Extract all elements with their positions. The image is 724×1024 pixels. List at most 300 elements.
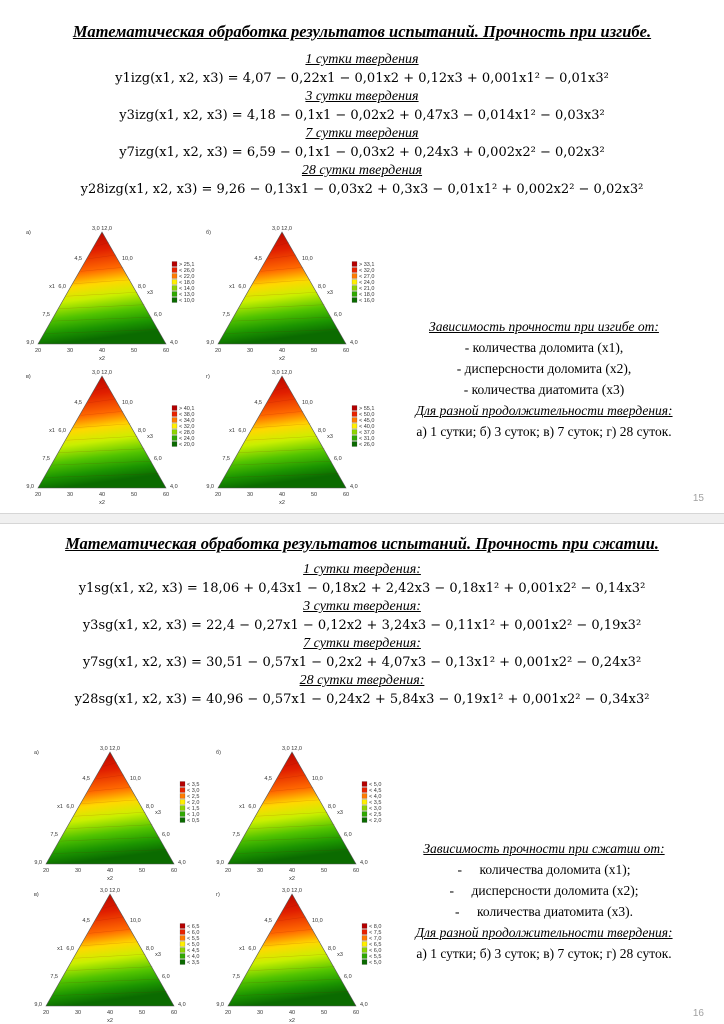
legend-label: < 40,0 (359, 424, 375, 430)
axis-tick-right: 8,0 (328, 946, 336, 952)
legend-swatch (172, 298, 177, 303)
axis-tick-bottom: 40 (98, 348, 106, 354)
caption (384, 316, 704, 442)
axis-tick-bottom: 20 (214, 492, 222, 498)
axis-label-x2: x2 (99, 500, 105, 506)
ternary-svg (212, 884, 382, 1024)
axis-tick-right: 4,0 (360, 860, 368, 866)
caption (384, 838, 704, 964)
axis-tick-left: 4,5 (82, 918, 90, 924)
axis-tick-right: 6,0 (344, 832, 352, 838)
legend-swatch (362, 954, 367, 959)
axis-tick-bottom: 30 (66, 348, 74, 354)
legend-swatch (352, 442, 357, 447)
axis-tick-top: 3,0 12,0 (282, 746, 302, 752)
legend-label: < 2,0 (187, 800, 200, 806)
caption-note: а) 1 сутки; б) 3 суток; в) 7 суток; г) 28 суток. (416, 424, 672, 439)
equation: y1izg(x1, x2, x3) = 4,07 − 0,22x1 − 0,01x2 + 0,12x3 + 0,001x1² − 0,01x3² (115, 71, 609, 86)
axis-tick-left: 6,0 (238, 428, 246, 434)
axis-tick-right: 4,0 (360, 1002, 368, 1008)
axis-label-x3: x3 (155, 952, 161, 958)
axis-label-x3: x3 (155, 810, 161, 816)
legend-swatch (180, 806, 185, 811)
axis-tick-bottom: 50 (320, 1010, 328, 1016)
axis-tick-bottom: 60 (352, 1010, 360, 1016)
legend-label: > 40,1 (179, 406, 195, 412)
caption-item: - количества диатомита (x3) (463, 382, 625, 397)
panel-letter: в) (26, 374, 31, 380)
legend-swatch (180, 942, 185, 947)
axis-label-x1: x1 (239, 804, 245, 810)
legend-label: < 3,5 (187, 960, 200, 966)
legend-swatch (172, 430, 177, 435)
legend-swatch (362, 960, 367, 965)
legend-swatch (362, 788, 367, 793)
axis-tick-top: 3,0 12,0 (272, 370, 292, 376)
legend-swatch (172, 436, 177, 441)
legend-label: < 6,5 (369, 942, 382, 948)
ternary-svg (30, 742, 200, 882)
axis-tick-right: 4,0 (350, 484, 358, 490)
legend-swatch (362, 806, 367, 811)
ternary-svg (202, 222, 375, 362)
axis-label-x1: x1 (239, 946, 245, 952)
legend-swatch (172, 418, 177, 423)
ternary-plot-b (212, 742, 382, 882)
axis-tick-left: 4,5 (254, 400, 262, 406)
legend-swatch (352, 268, 357, 273)
axis-tick-right: 10,0 (302, 400, 313, 406)
axis-tick-bottom: 20 (34, 492, 42, 498)
axis-tick-bottom: 60 (342, 348, 350, 354)
legend-label: < 32,0 (179, 424, 195, 430)
axis-tick-bottom: 30 (74, 868, 82, 874)
axis-label-x1: x1 (49, 428, 55, 434)
axis-tick-bottom: 30 (256, 1010, 264, 1016)
legend-label: < 7,0 (369, 936, 382, 942)
legend-label: < 2,5 (187, 794, 200, 800)
legend-swatch (352, 418, 357, 423)
axis-tick-bottom: 40 (278, 348, 286, 354)
legend-label: < 18,0 (179, 280, 195, 286)
axis-label-x3: x3 (327, 290, 333, 296)
ternary-plot-c (30, 884, 200, 1024)
legend-swatch (352, 436, 357, 441)
slide-compression (0, 522, 724, 1024)
axis-label-x1: x1 (49, 284, 55, 290)
panel-letter: а) (26, 230, 31, 236)
equation-label: 1 сутки твердения: (303, 562, 421, 577)
axis-tick-bottom: 30 (246, 348, 254, 354)
legend-swatch (180, 948, 185, 953)
ternary-svg (212, 742, 382, 882)
legend-swatch (362, 794, 367, 799)
legend-label: < 14,0 (179, 286, 195, 292)
axis-tick-left: 9,0 (34, 860, 42, 866)
axis-tick-right: 6,0 (162, 974, 170, 980)
panel-letter: г) (206, 374, 210, 380)
legend-label: < 20,0 (179, 442, 195, 448)
axis-tick-left: 7,5 (222, 312, 230, 318)
axis-tick-bottom: 30 (246, 492, 254, 498)
axis-tick-left: 9,0 (26, 340, 34, 346)
legend-label: > 55,1 (359, 406, 375, 412)
legend-swatch (352, 286, 357, 291)
axis-label-x2: x2 (107, 1018, 113, 1024)
caption-heading: Зависимость прочности при сжатии от: (423, 841, 665, 856)
axis-tick-bottom: 50 (138, 1010, 146, 1016)
axis-tick-left: 6,0 (248, 946, 256, 952)
legend-label: < 4,0 (187, 954, 200, 960)
caption-item (384, 880, 704, 901)
axis-label-x3: x3 (337, 810, 343, 816)
axis-tick-right: 6,0 (344, 974, 352, 980)
legend-label: < 37,0 (359, 430, 375, 436)
axis-tick-right: 6,0 (154, 312, 162, 318)
axis-tick-left: 4,5 (264, 776, 272, 782)
caption-item-text: количества доломита (x1); (479, 862, 631, 877)
ternary-plot-d (212, 884, 382, 1024)
axis-tick-right: 10,0 (130, 918, 141, 924)
legend-label: < 26,0 (359, 442, 375, 448)
ternary-svg (202, 366, 375, 506)
legend-label: < 31,0 (359, 436, 375, 442)
caption-heading: Зависимость прочности при изгибе от: (429, 319, 659, 334)
legend-label: < 3,5 (369, 800, 382, 806)
bullet: - (455, 904, 460, 919)
legend-swatch (172, 292, 177, 297)
caption-item (384, 901, 704, 922)
axis-label-x1: x1 (57, 946, 63, 952)
axis-tick-top: 3,0 12,0 (100, 888, 120, 894)
legend-swatch (352, 298, 357, 303)
axis-tick-bottom: 50 (320, 868, 328, 874)
legend-swatch (180, 954, 185, 959)
axis-tick-bottom: 60 (170, 868, 178, 874)
axis-tick-bottom: 60 (170, 1010, 178, 1016)
legend-swatch (362, 936, 367, 941)
axis-tick-left: 9,0 (206, 340, 214, 346)
legend-swatch (172, 262, 177, 267)
axis-tick-right: 8,0 (318, 284, 326, 290)
axis-tick-left: 6,0 (58, 284, 66, 290)
legend-swatch (172, 280, 177, 285)
panel-letter: г) (216, 892, 220, 898)
contour-triangle (46, 752, 174, 864)
contour-triangle (218, 376, 346, 488)
axis-tick-top: 3,0 12,0 (92, 226, 112, 232)
axis-tick-left: 4,5 (74, 256, 82, 262)
legend-label: < 32,0 (359, 268, 375, 274)
equation-label: 7 сутки твердения (305, 126, 419, 141)
axis-tick-bottom: 20 (224, 1010, 232, 1016)
caption-item: - количества доломита (x1), (464, 340, 624, 355)
legend-swatch (362, 948, 367, 953)
legend-label: < 1,0 (187, 812, 200, 818)
legend-label: < 21,0 (359, 286, 375, 292)
axis-tick-left: 9,0 (206, 484, 214, 490)
caption-subheading: Для разной продолжительности твердения: (415, 403, 673, 418)
legend-swatch (172, 406, 177, 411)
caption-subheading: Для разной продолжительности твердения: (415, 925, 673, 940)
legend-swatch (172, 274, 177, 279)
legend-label: < 28,0 (179, 430, 195, 436)
axis-label-x1: x1 (229, 428, 235, 434)
axis-tick-bottom: 30 (256, 868, 264, 874)
equation: y28izg(x1, x2, x3) = 9,26 − 0,13x1 − 0,03x2 + 0,3x3 − 0,01x1² + 0,002x2² − 0,02x3² (80, 182, 644, 197)
axis-tick-bottom: 50 (310, 348, 318, 354)
legend-label: < 6,0 (369, 948, 382, 954)
axis-tick-right: 4,0 (350, 340, 358, 346)
axis-label-x3: x3 (147, 434, 153, 440)
axis-tick-right: 4,0 (170, 340, 178, 346)
panel-letter: в) (34, 892, 39, 898)
axis-tick-right: 8,0 (318, 428, 326, 434)
axis-label-x2: x2 (289, 876, 295, 882)
axis-tick-right: 6,0 (334, 312, 342, 318)
contour-triangle (38, 376, 166, 488)
contour-triangle (38, 232, 166, 344)
axis-label-x1: x1 (229, 284, 235, 290)
axis-tick-right: 6,0 (162, 832, 170, 838)
legend-label: < 34,0 (179, 418, 195, 424)
axis-tick-bottom: 40 (106, 1010, 114, 1016)
ternary-plot-c (22, 366, 195, 506)
axis-tick-right: 8,0 (138, 284, 146, 290)
axis-tick-right: 4,0 (178, 860, 186, 866)
legend-label: < 4,0 (369, 794, 382, 800)
slide-title: Математическая обработка результатов испытаний. Прочность при сжатии. (65, 534, 659, 553)
legend-label: < 4,5 (369, 788, 382, 794)
legend-swatch (172, 412, 177, 417)
axis-tick-right: 10,0 (122, 256, 133, 262)
legend-label: < 3,0 (187, 788, 200, 794)
slide-title: Математическая обработка результатов испытаний. Прочность при изгибе. (72, 22, 652, 41)
page-number: 15 (692, 493, 704, 504)
legend-swatch (352, 406, 357, 411)
axis-tick-left: 7,5 (232, 974, 240, 980)
ternary-plot-b (202, 222, 375, 362)
axis-tick-left: 7,5 (50, 832, 58, 838)
legend-swatch (362, 930, 367, 935)
axis-label-x3: x3 (327, 434, 333, 440)
axis-label-x3: x3 (337, 952, 343, 958)
legend-label: < 5,0 (369, 960, 382, 966)
axis-tick-left: 9,0 (216, 1002, 224, 1008)
legend-label: < 5,0 (187, 942, 200, 948)
axis-tick-right: 6,0 (334, 456, 342, 462)
legend-swatch (180, 936, 185, 941)
equation: y7izg(x1, x2, x3) = 6,59 − 0,1x1 − 0,03x2 + 0,24x3 + 0,002x2² − 0,02x3² (119, 145, 605, 160)
axis-tick-right: 8,0 (138, 428, 146, 434)
legend-swatch (352, 274, 357, 279)
equation: y28sg(x1, x2, x3) = 40,96 − 0,57x1 − 0,24x2 + 5,84x3 − 0,19x1² + 0,001x2² − 0,34x3² (74, 692, 650, 707)
contour-triangle (46, 894, 174, 1006)
legend-swatch (180, 930, 185, 935)
axis-tick-right: 10,0 (130, 776, 141, 782)
axis-tick-bottom: 50 (138, 868, 146, 874)
legend-swatch (180, 812, 185, 817)
axis-tick-bottom: 40 (288, 1010, 296, 1016)
legend-swatch (362, 818, 367, 823)
axis-tick-bottom: 20 (42, 1010, 50, 1016)
legend-swatch (180, 924, 185, 929)
ternary-plot-a (22, 222, 195, 362)
axis-tick-bottom: 60 (162, 348, 170, 354)
legend-swatch (180, 788, 185, 793)
axis-tick-right: 6,0 (154, 456, 162, 462)
legend-label: < 16,0 (359, 298, 375, 304)
legend-swatch (352, 430, 357, 435)
legend-label: < 3,0 (369, 806, 382, 812)
equation-label: 7 сутки твердения: (303, 636, 421, 651)
axis-label-x2: x2 (107, 876, 113, 882)
legend-label: < 1,5 (187, 806, 200, 812)
axis-tick-left: 6,0 (248, 804, 256, 810)
legend-label: < 26,0 (179, 268, 195, 274)
legend-label: < 18,0 (359, 292, 375, 298)
axis-tick-left: 4,5 (82, 776, 90, 782)
axis-tick-left: 7,5 (232, 832, 240, 838)
axis-tick-right: 10,0 (122, 400, 133, 406)
axis-tick-bottom: 20 (214, 348, 222, 354)
axis-label-x2: x2 (289, 1018, 295, 1024)
legend-swatch (172, 424, 177, 429)
axis-tick-left: 6,0 (66, 804, 74, 810)
page-number: 16 (692, 1008, 704, 1019)
axis-tick-bottom: 40 (98, 492, 106, 498)
equation: y7sg(x1, x2, x3) = 30,51 − 0,57x1 − 0,2x2 + 4,07x3 − 0,13x1² + 0,001x2² − 0,24x3² (82, 655, 642, 670)
axis-tick-bottom: 40 (288, 868, 296, 874)
legend-label: < 24,0 (179, 436, 195, 442)
legend-label: < 10,0 (179, 298, 195, 304)
axis-tick-right: 4,0 (170, 484, 178, 490)
axis-tick-left: 7,5 (222, 456, 230, 462)
axis-label-x2: x2 (279, 356, 285, 362)
axis-tick-left: 4,5 (74, 400, 82, 406)
axis-tick-bottom: 50 (130, 492, 138, 498)
legend-swatch (172, 268, 177, 273)
contour-triangle (228, 894, 356, 1006)
axis-tick-right: 4,0 (178, 1002, 186, 1008)
legend-label: > 33,1 (359, 262, 375, 268)
legend-swatch (180, 960, 185, 965)
axis-tick-top: 3,0 12,0 (282, 888, 302, 894)
legend-swatch (180, 782, 185, 787)
axis-tick-bottom: 20 (224, 868, 232, 874)
legend-swatch (352, 262, 357, 267)
legend-swatch (362, 942, 367, 947)
contour-triangle (218, 232, 346, 344)
caption-item (384, 859, 704, 880)
axis-label-x3: x3 (147, 290, 153, 296)
axis-tick-left: 6,0 (58, 428, 66, 434)
axis-tick-bottom: 60 (342, 492, 350, 498)
legend-label: < 2,0 (369, 818, 382, 824)
legend-swatch (352, 412, 357, 417)
ternary-svg (22, 222, 195, 362)
axis-tick-bottom: 30 (66, 492, 74, 498)
bullet: - (449, 883, 455, 898)
legend-label: > 25,1 (179, 262, 195, 268)
legend-label: < 4,5 (187, 948, 200, 954)
legend-label: < 13,0 (179, 292, 195, 298)
legend-swatch (362, 782, 367, 787)
legend-label: < 22,0 (179, 274, 195, 280)
panel-letter: а) (34, 750, 39, 756)
legend-swatch (362, 812, 367, 817)
legend-label: < 27,0 (359, 274, 375, 280)
axis-tick-top: 3,0 12,0 (100, 746, 120, 752)
equation-label: 1 сутки твердения (305, 52, 419, 67)
axis-tick-right: 10,0 (312, 918, 323, 924)
axis-tick-bottom: 30 (74, 1010, 82, 1016)
equation-group (0, 562, 724, 710)
legend-swatch (172, 286, 177, 291)
caption-item-text: количества диатомита (x3). (477, 904, 633, 919)
legend-swatch (352, 424, 357, 429)
axis-tick-right: 8,0 (146, 946, 154, 952)
axis-tick-right: 8,0 (328, 804, 336, 810)
ternary-svg (30, 884, 200, 1024)
axis-tick-bottom: 40 (106, 868, 114, 874)
axis-tick-right: 10,0 (302, 256, 313, 262)
axis-tick-left: 6,0 (238, 284, 246, 290)
legend-label: < 5,5 (369, 954, 382, 960)
axis-tick-top: 3,0 12,0 (272, 226, 292, 232)
legend-label: < 5,5 (187, 936, 200, 942)
axis-tick-left: 9,0 (34, 1002, 42, 1008)
panel-letter: б) (206, 230, 211, 236)
legend-swatch (352, 280, 357, 285)
legend-label: < 0,5 (187, 818, 200, 824)
equation: y3izg(x1, x2, x3) = 4,18 − 0,1x1 − 0,02x2 + 0,47x3 − 0,014x1² − 0,03x3² (119, 108, 605, 123)
legend-label: < 6,5 (187, 924, 200, 930)
legend-swatch (172, 442, 177, 447)
axis-tick-left: 4,5 (254, 256, 262, 262)
equation-label: 28 сутки твердения: (299, 673, 425, 688)
ternary-plot-a (30, 742, 200, 882)
equation-label: 28 сутки твердения (301, 163, 423, 178)
axis-tick-right: 8,0 (146, 804, 154, 810)
legend-swatch (352, 292, 357, 297)
legend-label: < 3,5 (187, 782, 200, 788)
caption-note: а) 1 сутки; б) 3 суток; в) 7 суток; г) 28 суток. (416, 946, 672, 961)
axis-tick-bottom: 40 (278, 492, 286, 498)
legend-label: < 7,5 (369, 930, 382, 936)
legend-label: < 8,0 (369, 924, 382, 930)
ternary-plot-d (202, 366, 375, 506)
axis-label-x2: x2 (279, 500, 285, 506)
legend-label: < 2,5 (369, 812, 382, 818)
ternary-svg (22, 366, 195, 506)
legend-label: < 6,0 (187, 930, 200, 936)
axis-tick-bottom: 50 (310, 492, 318, 498)
axis-label-x2: x2 (99, 356, 105, 362)
axis-tick-left: 9,0 (26, 484, 34, 490)
legend-swatch (180, 794, 185, 799)
axis-label-x1: x1 (57, 804, 63, 810)
equation-label: 3 сутки твердения: (303, 599, 421, 614)
panel-letter: б) (216, 750, 221, 756)
axis-tick-left: 9,0 (216, 860, 224, 866)
legend-label: < 5,0 (369, 782, 382, 788)
equation-label: 3 сутки твердения (305, 89, 419, 104)
axis-tick-left: 4,5 (264, 918, 272, 924)
caption-item: - дисперсности доломита (x2), (456, 361, 632, 376)
equation: y3sg(x1, x2, x3) = 22,4 − 0,27x1 − 0,12x2 + 3,24x3 − 0,11x1² + 0,001x2² − 0,19x3² (82, 618, 642, 633)
legend-label: < 45,0 (359, 418, 375, 424)
